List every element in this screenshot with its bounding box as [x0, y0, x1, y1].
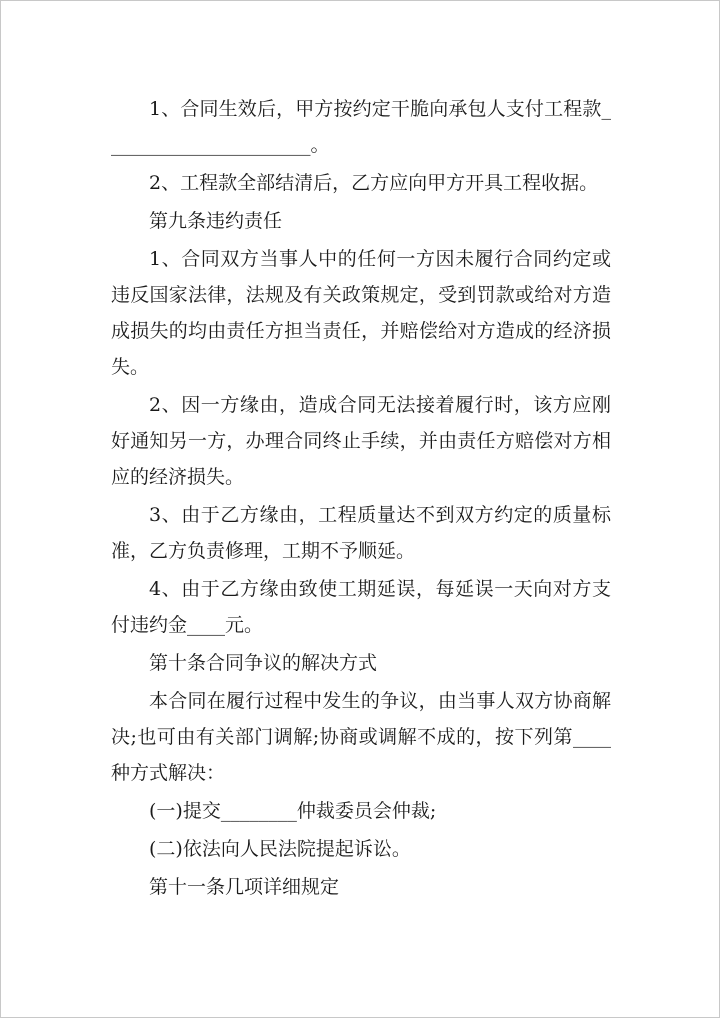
dispute-option-2: (二)依法向人民法院提起诉讼。	[149, 838, 411, 860]
clause-liability-3: 3、由于乙方缘由，工程质量达不到双方约定的质量标准，乙方负责修理，工期不予顺延。	[111, 504, 611, 562]
clause-liability-2: 2、因一方缘由，造成合同无法接着履行时，该方应刚好通知另一方，办理合同终止手续，并由责任方赔偿对方相应的经济损失。	[111, 394, 611, 488]
article-10-heading: 第十条合同争议的解决方式	[149, 652, 378, 674]
dispute-resolution-text: 本合同在履行过程中发生的争议，由当事人双方协商解决;也可由有关部门调解;协商或调解不成的，按下列第____种方式解决：	[111, 690, 611, 784]
clause-payment-2: 2、工程款全部结清后，乙方应向甲方开具工程收据。	[149, 172, 599, 194]
clause-payment-1: 1、合同生效后，甲方按约定干脆向承包人支付工程款______________________。	[111, 98, 611, 156]
document-body	[111, 91, 611, 907]
clause-liability-4: 4、由于乙方缘由致使工期延误，每延误一天向对方支付违约金____元。	[111, 578, 611, 636]
dispute-option-1: (一)提交________仲裁委员会仲裁;	[149, 800, 437, 822]
article-9-heading: 第九条违约责任	[149, 210, 283, 232]
article-11-heading: 第十一条几项详细规定	[149, 876, 340, 898]
clause-liability-1: 1、合同双方当事人中的任何一方因未履行合同约定或违反国家法律，法规及有关政策规定，受到罚款或给对方造成损失的均由责任方担当责任，并赔偿给对方造成的经济损失。	[111, 248, 611, 378]
